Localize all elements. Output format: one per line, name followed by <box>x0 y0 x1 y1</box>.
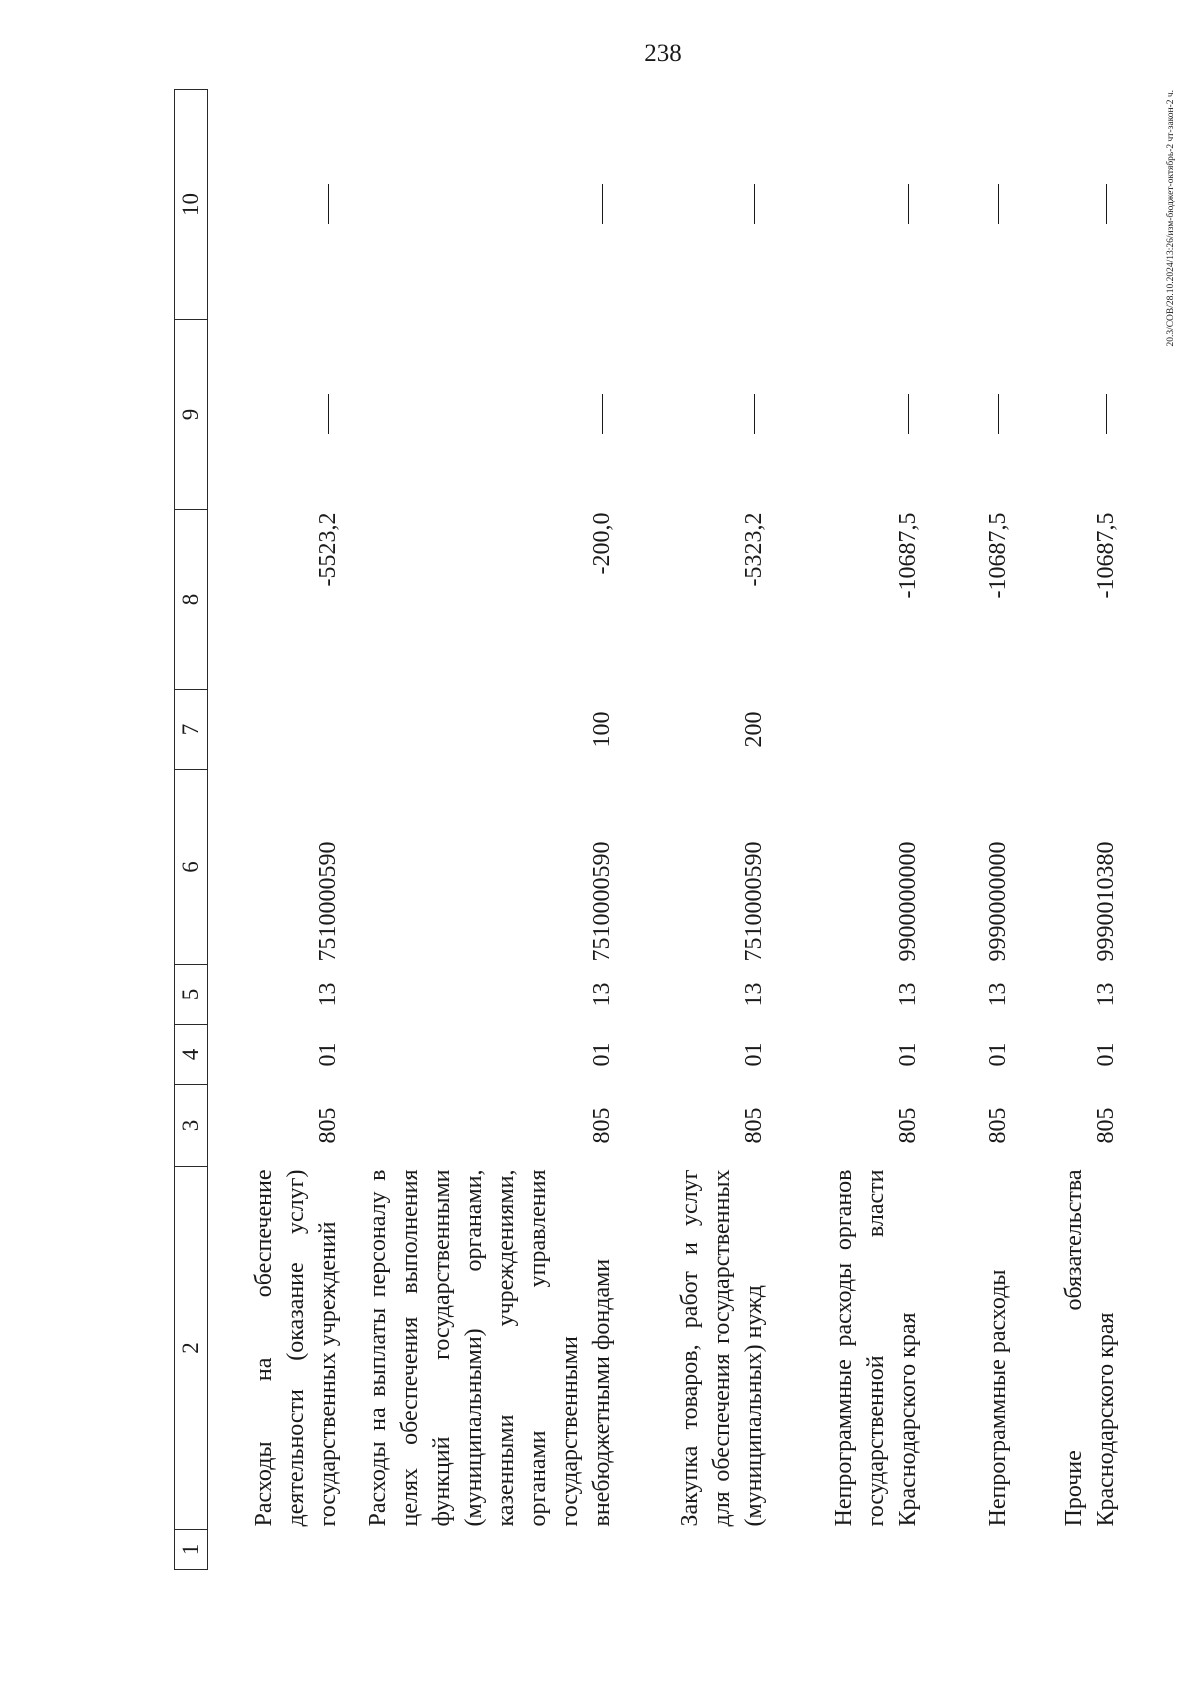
dash-mark <box>754 395 761 435</box>
dash-mark <box>998 395 1005 435</box>
row-description: Непрограммные расходы органов государственной власти Краснодарского края <box>831 1169 921 1527</box>
cell-col-1 <box>208 1530 355 1570</box>
row-description: Закупка товаров, работ и услуг для обеспечения государственных (муниципальных) нужд <box>677 1169 767 1527</box>
cell-expense-type: 200 <box>741 711 767 748</box>
cell-col-9-dash <box>780 320 934 510</box>
cell-col-9-dash <box>934 320 1024 510</box>
table-row <box>934 90 1024 1570</box>
cell-target-article: 9990000000 <box>985 841 1011 962</box>
header-row <box>175 90 208 1570</box>
cell-target-article: 7510000590 <box>315 841 341 962</box>
cell-admin-code: 805 <box>315 1107 341 1144</box>
cell-amount: -10687,5 <box>985 512 1011 599</box>
cell-section: 01 <box>741 1042 767 1067</box>
cell-subsection: 13 <box>1093 982 1119 1007</box>
cell-expense-type <box>934 690 1024 770</box>
cell-admin-code: 805 <box>985 1107 1011 1144</box>
dash-mark <box>328 395 335 435</box>
row-description: Расходы на выплаты персоналу в целях обеспечения выполнения функций государственными (муниципальными) органами, казенными учреждениями, органами управления государственными внебюджетными фондами <box>365 1169 615 1527</box>
cell-col-9-dash <box>354 320 628 510</box>
header-col-6: 6 <box>175 770 208 965</box>
header-col-3: 3 <box>175 1085 208 1167</box>
table-wrapper <box>174 90 1119 1570</box>
dash-mark <box>1106 185 1113 225</box>
cell-col-10-dash <box>208 90 355 320</box>
cell-amount: -10687,5 <box>895 512 921 599</box>
cell-target-article: 9990010380 <box>1093 841 1119 962</box>
header-col-10: 10 <box>175 90 208 320</box>
row-description: Непрограммные расходы <box>985 1269 1011 1527</box>
cell-section: 01 <box>589 1042 615 1067</box>
table-row <box>354 90 628 1570</box>
dash-mark <box>1106 395 1113 435</box>
cell-expense-type <box>208 690 355 770</box>
cell-subsection: 13 <box>895 982 921 1007</box>
cell-expense-type <box>1024 690 1132 770</box>
dash-mark <box>998 185 1005 225</box>
cell-col-9-dash <box>208 320 355 510</box>
dash-mark <box>908 395 915 435</box>
cell-col-1 <box>934 1530 1024 1570</box>
cell-amount: -5523,2 <box>315 512 341 587</box>
table-row <box>208 90 355 1570</box>
cell-amount: -5323,2 <box>741 512 767 587</box>
row-description: Прочие обязательства Краснодарского края <box>1061 1169 1119 1527</box>
table-row <box>780 90 934 1570</box>
cell-section: 01 <box>315 1042 341 1067</box>
cell-col-1 <box>780 1530 934 1570</box>
table-row <box>628 90 780 1570</box>
cell-target-article: 7510000590 <box>589 841 615 962</box>
cell-admin-code: 805 <box>1093 1107 1119 1144</box>
cell-col-1 <box>628 1530 780 1570</box>
cell-subsection: 13 <box>589 982 615 1007</box>
cell-target-article: 7510000590 <box>741 841 767 962</box>
header-col-2: 2 <box>175 1167 208 1530</box>
cell-col-9-dash <box>1024 320 1132 510</box>
header-col-4: 4 <box>175 1025 208 1085</box>
cell-section: 01 <box>985 1042 1011 1067</box>
cell-col-10-dash <box>628 90 780 320</box>
cell-expense-type: 100 <box>589 711 615 748</box>
cell-amount: -200,0 <box>589 512 615 575</box>
header-col-1: 1 <box>175 1530 208 1570</box>
cell-section: 01 <box>895 1042 921 1067</box>
dash-mark <box>908 185 915 225</box>
cell-expense-type <box>780 690 934 770</box>
header-col-5: 5 <box>175 965 208 1025</box>
header-col-8: 8 <box>175 510 208 690</box>
row-description: Расходы на обеспечение деятельности (оказание услуг) государственных учреждений <box>251 1169 341 1527</box>
cell-col-10-dash <box>1024 90 1132 320</box>
dash-mark <box>602 185 609 225</box>
cell-target-article: 9900000000 <box>895 841 921 962</box>
cell-col-1 <box>354 1530 628 1570</box>
dash-mark <box>328 185 335 225</box>
cell-admin-code: 805 <box>895 1107 921 1144</box>
cell-subsection: 13 <box>741 982 767 1007</box>
dash-mark <box>754 185 761 225</box>
cell-amount: -10687,5 <box>1093 512 1119 599</box>
cell-subsection: 13 <box>985 982 1011 1007</box>
footer-code-text: 20.3/СОВ/28.10.2024/13:26/изм-бюджет-октябрь-2 чт-закон-2 ч. <box>1166 90 1176 347</box>
cell-col-10-dash <box>354 90 628 320</box>
cell-section: 01 <box>1093 1042 1119 1067</box>
cell-subsection: 13 <box>315 982 341 1007</box>
cell-col-10-dash <box>934 90 1024 320</box>
table-row <box>1024 90 1132 1570</box>
cell-col-10-dash <box>780 90 934 320</box>
cell-col-9-dash <box>628 320 780 510</box>
header-col-9: 9 <box>175 320 208 510</box>
dash-mark <box>602 395 609 435</box>
header-col-7: 7 <box>175 690 208 770</box>
cell-admin-code: 805 <box>741 1107 767 1144</box>
budget-table <box>174 89 1132 1570</box>
cell-col-1 <box>1024 1530 1132 1570</box>
page-number: 238 <box>644 40 682 67</box>
cell-admin-code: 805 <box>589 1107 615 1144</box>
